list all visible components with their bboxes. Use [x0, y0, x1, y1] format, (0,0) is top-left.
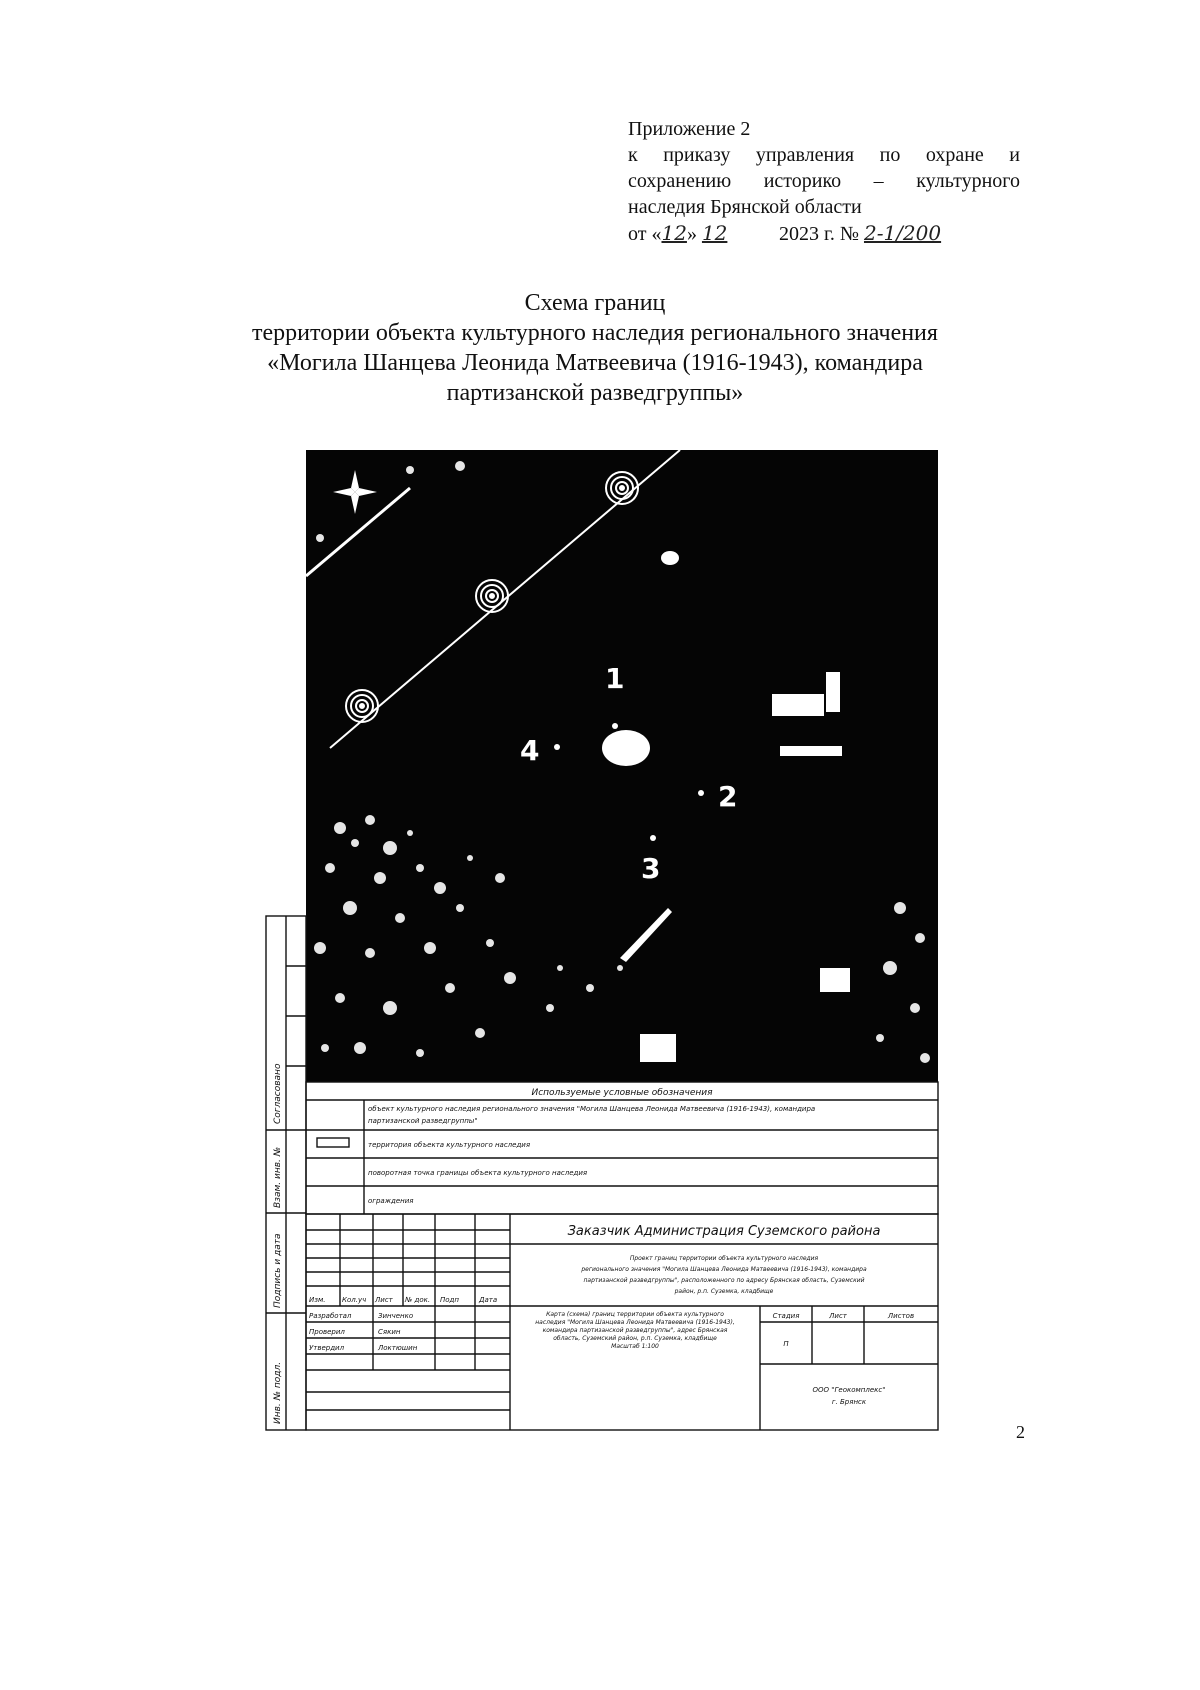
stamp-sheets-label: Листов: [887, 1312, 915, 1320]
legend-item-1: объект культурного наследия регионального значения "Могила Шанцева Леонида Матвеевича (1916-1943), командира: [368, 1105, 816, 1113]
stamp-role-3: Утвердил: [309, 1344, 345, 1352]
point-label-3: 3: [641, 852, 661, 885]
grave-object: [602, 730, 650, 766]
building-4: [820, 968, 850, 992]
legend-header: Используемые условные обозначения: [531, 1088, 713, 1098]
stamp-name-1: Зинченко: [378, 1312, 414, 1320]
appendix-line-1: к приказу управления по охране и: [628, 144, 1020, 166]
legend-item-2: территория объекта культурного наследия: [368, 1141, 531, 1149]
date-year: 2023 г. №: [778, 223, 859, 245]
stamp-company-line-1: ООО "Геокомплекс": [812, 1386, 886, 1394]
stamp-role-1: Разработал: [309, 1312, 352, 1320]
side-label-inv-replaced: Взам. инв. №: [273, 1146, 283, 1208]
stamp-project-line-2: регионального значения "Могила Шанцева Леонида Матвеевича (1916-1943), командира: [581, 1266, 867, 1273]
point-label-4: 4: [520, 734, 540, 767]
stamp-sheet-line-1: Карта (схема) границ территории объекта культурного: [546, 1311, 724, 1318]
building-5: [826, 672, 840, 712]
stamp-col-list: Лист: [375, 1296, 393, 1304]
building-1: [772, 694, 824, 716]
appendix-line-3: наследия Брянской области: [628, 196, 862, 218]
point-label-1: 1: [605, 662, 625, 695]
stamp-stage-value: П: [783, 1340, 789, 1348]
stamp-name-3: Локтюшин: [378, 1344, 418, 1352]
title-line-3: «Могила Шанцева Леонида Матвеевича (1916-1943), командира: [267, 350, 923, 376]
date-mid: »: [686, 223, 697, 245]
stamp-sheet-line-3: командира партизанской разведгруппы", адрес Брянская: [542, 1327, 728, 1334]
appendix-header: [628, 116, 1020, 247]
date-day: 12: [661, 221, 687, 245]
stamp-project-line-1: Проект границ территории объекта культурного наследия: [629, 1255, 819, 1262]
side-label-signature-date: Подпись и дата: [273, 1233, 283, 1308]
stamp-sheet-label: Лист: [829, 1312, 847, 1320]
order-date-line: [628, 220, 1020, 247]
stamp-col-doc: № док.: [405, 1296, 431, 1304]
stamp-sheet-line-2: наследия "Могила Шанцева Леонида Матвеевича (1916-1943),: [535, 1319, 735, 1326]
date-month: 12: [701, 221, 728, 245]
stamp-customer: Заказчик Администрация Суземского района: [567, 1224, 881, 1239]
stamp-name-2: Сякин: [378, 1328, 401, 1336]
legend-item-4: ограждения: [368, 1197, 414, 1205]
stamp-stage-label: Стадия: [772, 1312, 800, 1320]
stamp-role-2: Проверил: [309, 1328, 345, 1336]
satellite-map: [306, 450, 938, 1082]
point-label-2: 2: [718, 780, 738, 813]
side-label-inv-original: Инв. № подл.: [273, 1361, 283, 1424]
legend-item-1b: партизанской разведгруппы": [368, 1117, 478, 1125]
boundary-point-3: [650, 835, 656, 841]
title-line-1: Схема границ: [524, 290, 666, 316]
stamp-col-podp: Подп: [440, 1296, 459, 1304]
ring-marker-3: [346, 690, 378, 722]
order-number: 2-1/200: [863, 221, 942, 245]
boundary-scheme-drawing: [260, 448, 940, 1433]
stamp-project-line-4: район, р.п. Суземка, кладбище: [674, 1288, 774, 1295]
ring-marker-2: [476, 580, 508, 612]
building-2: [780, 746, 842, 756]
document-title: [150, 288, 1040, 408]
stamp-col-data: Дата: [479, 1296, 498, 1304]
title-line-4: партизанской разведгруппы»: [446, 380, 744, 406]
stamp-sheet-line-5: Масштаб 1:100: [611, 1343, 659, 1350]
appendix-line-2: сохранению историко – культурного: [628, 170, 1020, 192]
stamp-sheet-line-4: область, Суземский район, р.п. Суземка, кладбище: [553, 1335, 717, 1342]
stamp-col-izm: Изм.: [309, 1296, 326, 1304]
side-label-approved: Согласовано: [273, 1063, 283, 1124]
boundary-point-1: [612, 723, 618, 729]
stamp-company-line-2: г. Брянск: [831, 1398, 867, 1406]
title-line-2: территории объекта культурного наследия регионального значения: [252, 320, 938, 346]
boundary-point-2: [698, 790, 704, 796]
appendix-title: Приложение 2: [628, 118, 751, 140]
building-3: [640, 1034, 676, 1062]
stamp-project-line-3: партизанской разведгруппы", расположенного по адресу Брянская область, Суземский: [583, 1277, 865, 1284]
legend-item-3: поворотная точка границы объекта культурного наследия: [368, 1169, 588, 1177]
drawing-svg: [260, 448, 940, 1433]
boundary-point-4: [554, 744, 560, 750]
small-object: [661, 551, 679, 565]
date-prefix: от «: [628, 223, 662, 245]
ring-marker-1: [606, 472, 638, 504]
stamp-col-kolich: Кол.уч: [342, 1296, 367, 1304]
page-number: 2: [1016, 1422, 1025, 1442]
side-frame: [266, 916, 306, 1430]
legend-territory-symbol: [317, 1138, 349, 1147]
